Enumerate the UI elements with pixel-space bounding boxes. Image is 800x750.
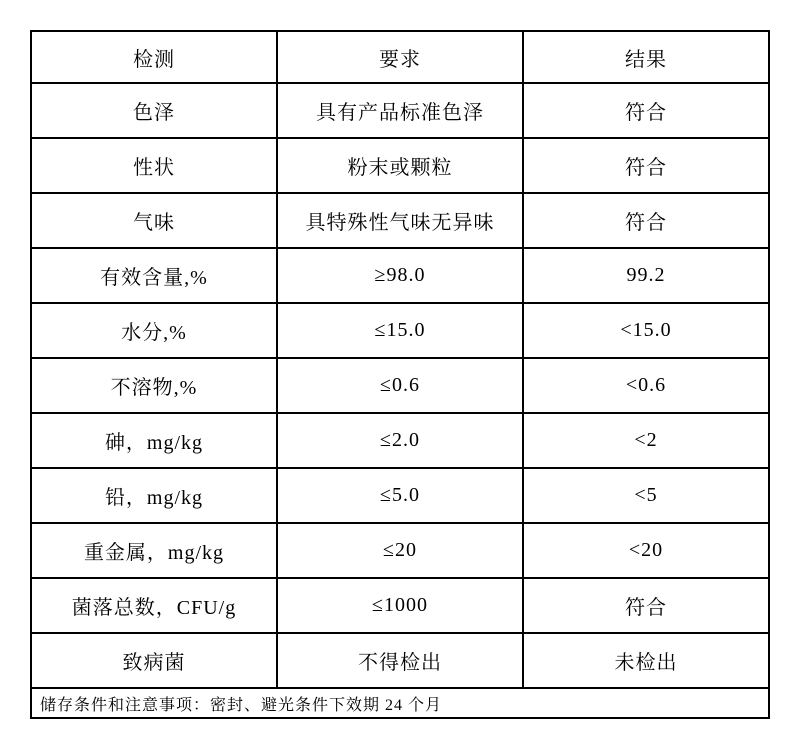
cell-result: 符合 <box>523 83 769 138</box>
cell-requirement: ≤1000 <box>277 578 523 633</box>
cell-requirement: 粉末或颗粒 <box>277 138 523 193</box>
cell-result: 符合 <box>523 193 769 248</box>
table-row <box>31 633 769 688</box>
cell-requirement: 具有产品标准色泽 <box>277 83 523 138</box>
header-cell-result: 结果 <box>523 31 769 83</box>
cell-test: 不溶物,% <box>31 358 277 413</box>
cell-result: 符合 <box>523 138 769 193</box>
cell-test: 铅，mg/kg <box>31 468 277 523</box>
cell-test: 致病菌 <box>31 633 277 688</box>
header-cell-test: 检测 <box>31 31 277 83</box>
cell-requirement: ≤15.0 <box>277 303 523 358</box>
cell-requirement: ≤0.6 <box>277 358 523 413</box>
cell-result: <2 <box>523 413 769 468</box>
table-row <box>31 138 769 193</box>
cell-test: 重金属，mg/kg <box>31 523 277 578</box>
cell-requirement: ≥98.0 <box>277 248 523 303</box>
cell-result: <20 <box>523 523 769 578</box>
cell-test: 色泽 <box>31 83 277 138</box>
storage-note: 储存条件和注意事项：密封、避光条件下效期 24 个月 <box>31 688 769 718</box>
cell-requirement: 具特殊性气味无异味 <box>277 193 523 248</box>
inspection-table <box>30 30 770 719</box>
table-row <box>31 83 769 138</box>
cell-test: 气味 <box>31 193 277 248</box>
cell-test: 有效含量,% <box>31 248 277 303</box>
table-row <box>31 468 769 523</box>
cell-result: <5 <box>523 468 769 523</box>
cell-result: <0.6 <box>523 358 769 413</box>
cell-result: <15.0 <box>523 303 769 358</box>
cell-test: 水分,% <box>31 303 277 358</box>
table-row <box>31 358 769 413</box>
table-row <box>31 523 769 578</box>
table-row <box>31 578 769 633</box>
table-row <box>31 248 769 303</box>
cell-result: 符合 <box>523 578 769 633</box>
cell-result: 未检出 <box>523 633 769 688</box>
cell-test: 性状 <box>31 138 277 193</box>
cell-requirement: 不得检出 <box>277 633 523 688</box>
cell-test: 砷，mg/kg <box>31 413 277 468</box>
table-row <box>31 413 769 468</box>
table-row <box>31 303 769 358</box>
cell-requirement: ≤20 <box>277 523 523 578</box>
table-header-row <box>31 31 769 83</box>
table-row <box>31 193 769 248</box>
cell-test: 菌落总数，CFU/g <box>31 578 277 633</box>
header-cell-requirement: 要求 <box>277 31 523 83</box>
cell-result: 99.2 <box>523 248 769 303</box>
cell-requirement: ≤5.0 <box>277 468 523 523</box>
table-footer-row <box>31 688 769 718</box>
cell-requirement: ≤2.0 <box>277 413 523 468</box>
